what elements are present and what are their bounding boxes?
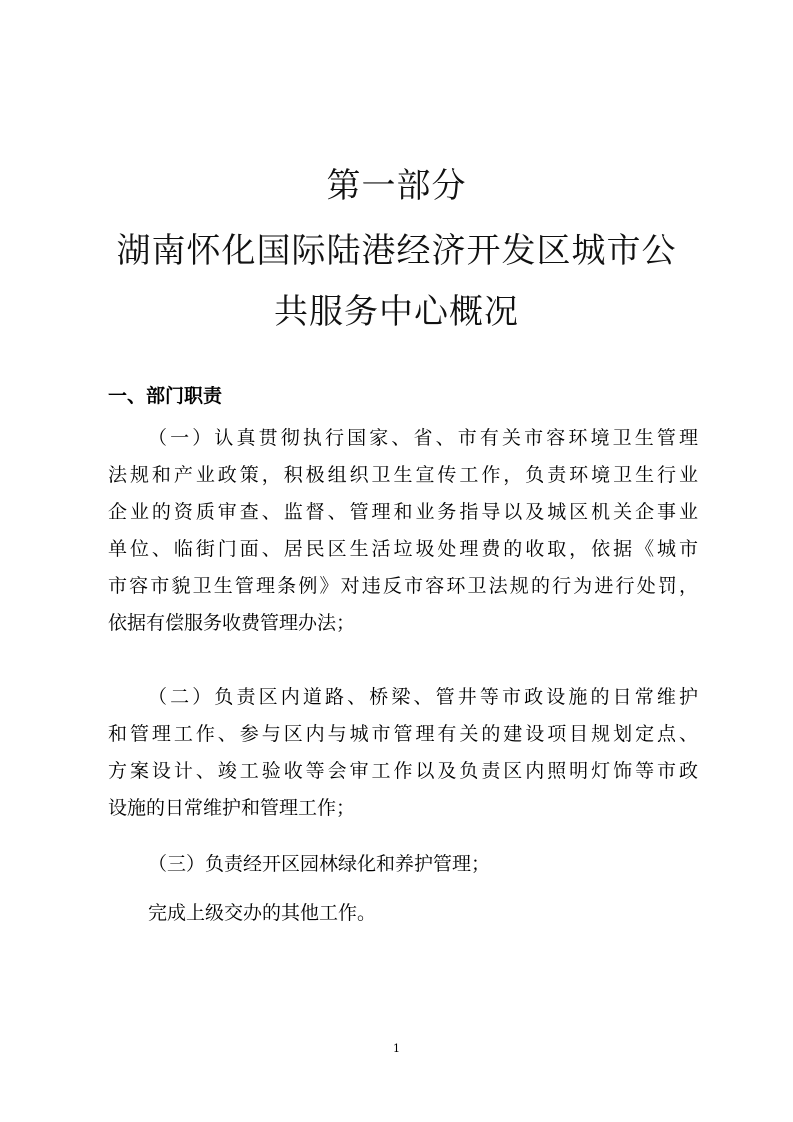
paragraph-line: 企业的资质审查、监督、管理和业务指导以及城区机关企事业 [108,501,698,523]
section-heading: 一、部门职责 [108,385,223,407]
paragraph-line: 法规和产业政策，积极组织卫生宣传工作，负责环境卫生行业 [108,464,698,486]
org-title-line-1: 湖南怀化国际陆港经济开发区城市公 [116,231,677,271]
paragraph-line: 依据有偿服务收费管理办法； [108,612,356,634]
paragraph-line: 和管理工作、参与区内与城市管理有关的建设项目规划定点、 [108,723,698,745]
page-number: 1 [393,1042,400,1055]
paragraph-line: （一）认真贯彻执行国家、省、市有关市容环境卫生管理 [148,427,698,449]
part-title: 第一部分 [326,166,467,206]
org-title-line-2: 共服务中心概况 [274,292,519,332]
duty-paragraph-1 [108,420,698,642]
paragraph-line: 完成上级交办的其他工作。 [148,902,377,924]
duty-paragraph-3 [108,846,698,883]
paragraph-line: 市容市貌卫生管理条例》对违反市容环卫法规的行为进行处罚， [108,575,698,597]
paragraph-line: （三）负责经开区园林绿化和养护管理； [148,853,491,875]
paragraph-line: （二）负责区内道路、桥梁、管井等市政设施的日常维护 [148,686,698,708]
paragraph-line: 单位、临街门面、居民区生活垃圾处理费的收取，依据《城市 [108,538,698,560]
paragraph-line: 方案设计、竣工验收等会审工作以及负责区内照明灯饰等市政 [108,760,698,782]
paragraph-line: 设施的日常维护和管理工作； [108,797,356,819]
duty-paragraph-4 [108,895,698,932]
duty-paragraph-2 [108,679,698,827]
